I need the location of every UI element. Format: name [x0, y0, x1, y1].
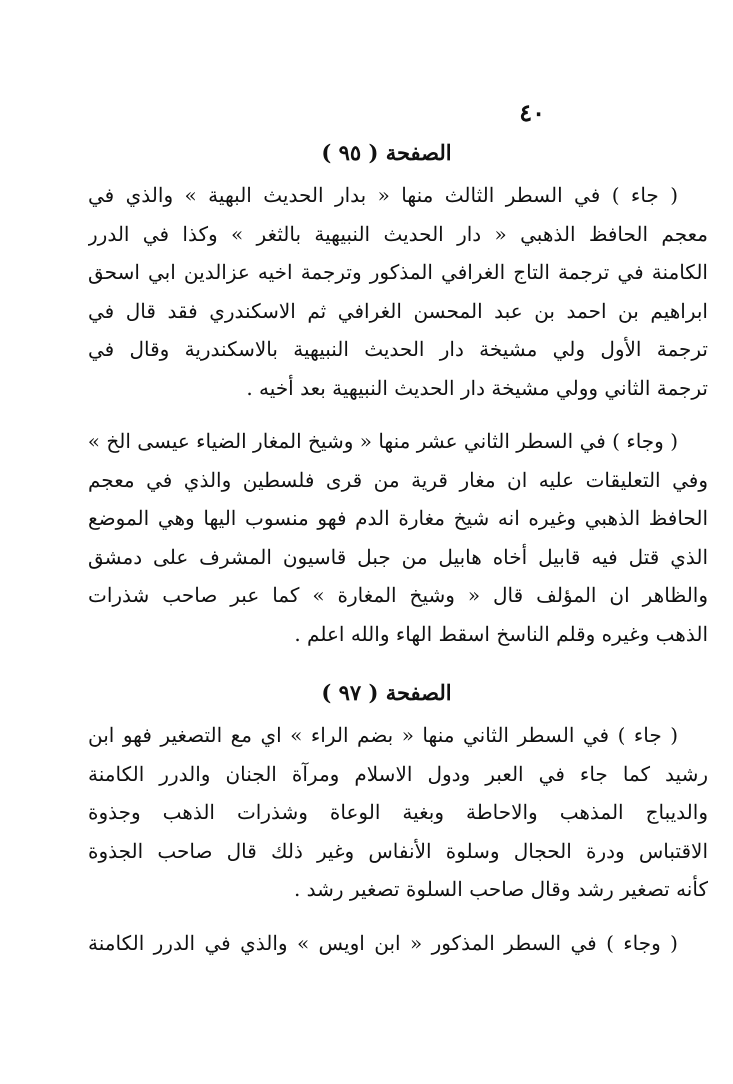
text-line: معجم الحافظ الذهبي « دار الحديث النبيهية بالثغر » وكذا في الدرر [88, 221, 708, 246]
text-line: ترجمة الأول ولي مشيخة دار الحديث النبيهية بالاسكندرية وقال في [88, 337, 708, 361]
text-line: الذي قتل فيه قابيل أخاه هابيل من جبل قاسيون المشرف على دمشق [88, 544, 708, 569]
text-line: رشيد كما جاء في العبر ودول الاسلام ومرآة الجنان والدرر الكامنة [88, 761, 708, 786]
text-line: والديباج المذهب والاحاطة وبغية الوعاة وشذرات الذهب وجذوة [88, 800, 708, 824]
section-heading-97: الصفحة ( ٩٧ ) [321, 680, 452, 705]
paragraph [88, 422, 708, 653]
text-line: ترجمة الثاني وولي مشيخة دار الحديث النبيهية بعد أخيه . [246, 375, 708, 400]
section-heading-95: الصفحة ( ٩٥ ) [321, 140, 452, 165]
text-line: كأنه تصغير رشد وقال صاحب السلوة تصغير رشد . [293, 877, 708, 901]
text-line: الكامنة في ترجمة التاج الغرافي المذكور وترجمة اخيه عزالدين ابي اسحق [88, 260, 708, 284]
text-line: ( جاء ) في السطر الثالث منها « بدار الحديث البهية » والذي في [88, 183, 678, 207]
text-line: ابراهيم بن احمد بن عبد المحسن الغرافي ثم الاسكندري فقد قال في [88, 298, 708, 323]
page-number: ٤٠ [519, 98, 545, 127]
text-line: وفي التعليقات عليه ان مغار قرية من قرى فلسطين والذي في معجم [88, 467, 708, 492]
text-line: ( جاء ) في السطر الثاني منها « بضم الراء » اي مع التصغير فهو ابن [88, 723, 678, 747]
text-line: ( وجاء ) في السطر الثاني عشر منها « وشيخ المغار الضياء عيسى الخ » [88, 429, 678, 453]
text-line: الاقتباس ودرة الحجال وسلوة الأنفاس وغير ذلك قال صاحب الجذوة [88, 838, 708, 863]
paragraph [88, 716, 708, 909]
paragraph [88, 924, 708, 963]
text-line: الذهب وغيره وقلم الناسخ اسقط الهاء والله اعلم . [294, 621, 708, 646]
paragraph [88, 176, 708, 407]
text-line: والظاهر ان المؤلف قال « وشيخ المغارة » كما عبر صاحب شذرات [88, 583, 708, 607]
text-line: ( وجاء ) في السطر المذكور « ابن اويس » والذي في الدرر الكامنة [88, 931, 678, 955]
text-line: الحافظ الذهبي وغيره انه شيخ مغارة الدم فهو منسوب اليها وهي الموضع [88, 506, 708, 530]
